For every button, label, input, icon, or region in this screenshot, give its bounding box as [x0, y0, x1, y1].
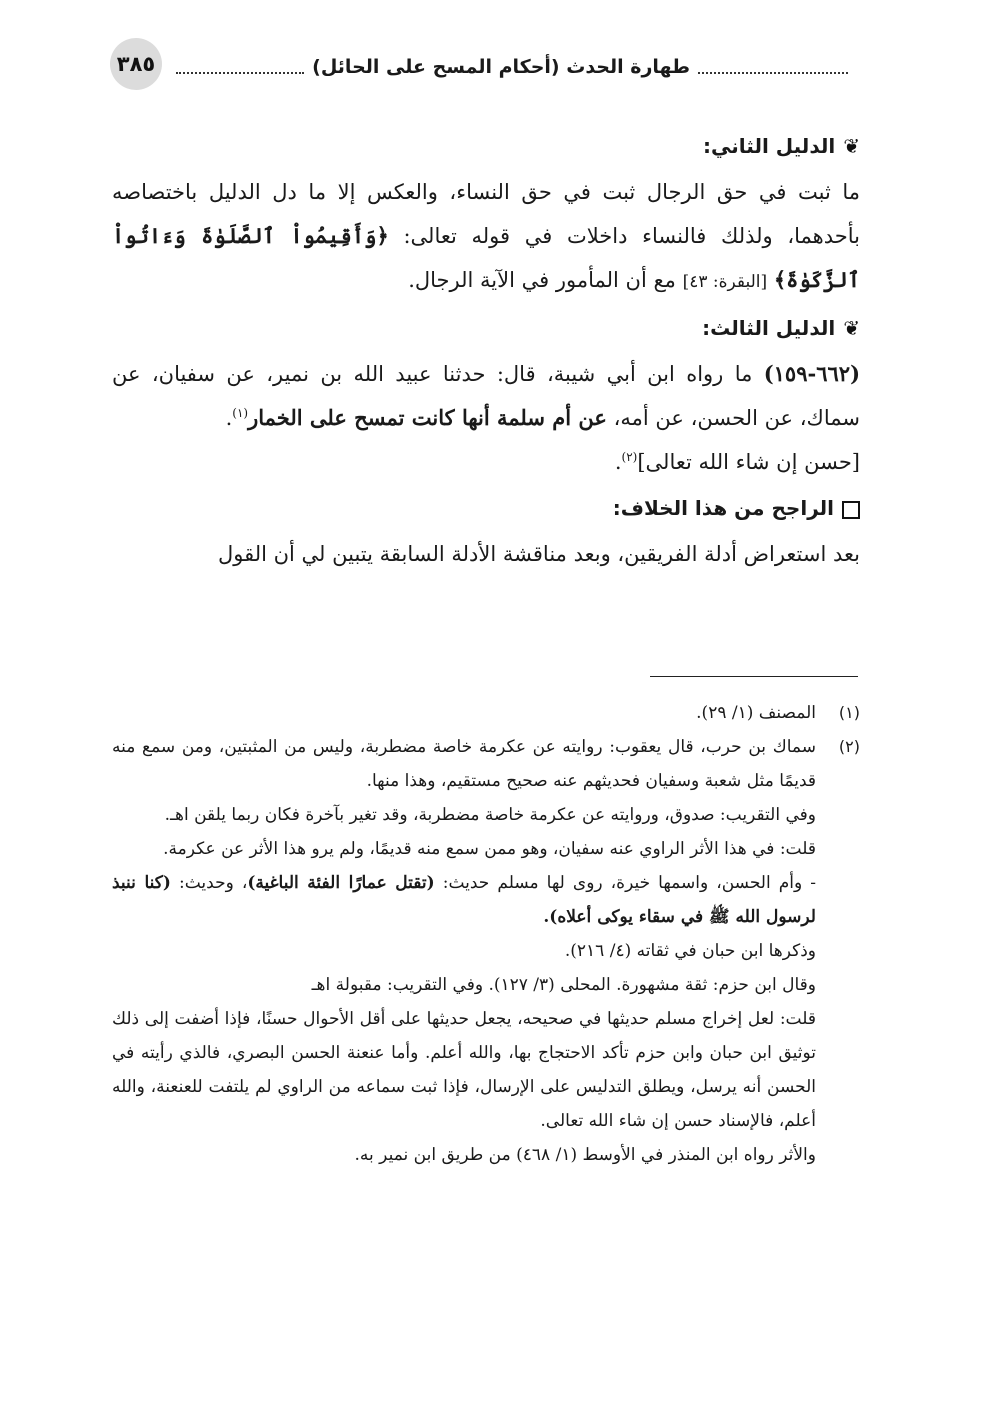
page-number: ٣٨٥ — [116, 52, 156, 76]
paragraph — [112, 170, 860, 304]
paragraph-text: بعد استعراض أدلة الفريقين، وبعد مناقشة الأدلة السابقة يتبين لي أن القول — [217, 542, 860, 566]
section-heading — [112, 484, 860, 532]
footnote-body — [112, 730, 816, 1172]
header-leader-dots — [176, 71, 304, 74]
hadith-grade: [حسن إن شاء الله تعالى] — [637, 450, 860, 474]
footnote-text: سماك بن حرب، قال يعقوب: روايته عن عكرمة خاصة مضطربة، وليس من المثبتين، ومن سمع منه قديمًا مثل شعبة وسفيان فحديثهم عنه صحيح مستقيم، وهذا منها. — [112, 737, 816, 791]
header-leader-dots — [698, 71, 848, 74]
footnote-item — [112, 696, 860, 730]
hadith-quote: (كنا ننبذ لرسول الله ﷺ في سقاء يوكى أعلاه). — [112, 873, 816, 927]
quran-verse: ﴿وَأَقِيمُواْ ٱلصَّلَوٰةَ وَءَاتُواْ ٱلزَّكَوٰةَ﴾ — [112, 223, 860, 292]
footnote-text: وذكرها ابن حبان في ثقاته (٤/ ٢١٦). — [564, 941, 816, 961]
footnote-text: والأثر رواه ابن المنذر في الأوسط (١/ ٤٦٨) من طريق ابن نمير به. — [354, 1145, 816, 1165]
grade-paragraph: [حسن إن شاء الله تعالى]$^{(٢)}$. — [614, 450, 860, 474]
hadith-chain: ما رواه ابن أبي شيبة، قال: حدثنا عبيد الله بن نمير، عن سفيان، عن سماك، عن الحسن، عن أمه، — [112, 362, 860, 430]
footnote-text: وقال ابن حزم: ثقة مشهورة. المحلى (٣/ ١٢٧). وفي التقريب: مقبولة اهـ — [311, 975, 816, 995]
leaf-ornament-icon: ❦ — [843, 316, 860, 340]
footnote-number: (٢) — [838, 737, 860, 756]
footnote-text-part: ، وحديث: — [179, 873, 248, 893]
footnote-item — [112, 730, 860, 1172]
heading-text: الدليل الثالث: — [702, 316, 836, 340]
header-title-row — [176, 52, 848, 82]
page-number-badge — [110, 38, 162, 90]
hadith-text: عن أم سلمة أنها كانت تمسح على الخمار — [248, 405, 607, 430]
heading-text: الدليل الثاني: — [703, 134, 836, 158]
footnote-number: (١) — [838, 703, 860, 722]
footnote-text: وفي التقريب: صدوق، وروايته عن عكرمة خاصة مضطربة، وقد تغير بآخرة فكان ربما يلقن اهـ. — [164, 805, 816, 825]
footnote-text: قلت: لعل إخراج مسلم حديثها في صحيحه، يجعل حديثها على أقل الأحوال حسنًا، فإذا أضفت إلى ذلك توثيق ابن حبان وابن حزم تأكد الاحتجاج بها، والله أعلم. وأما عنعنة الحسن البصري، فالذي رأيته في الحسن أنه يرسل، ويطلق التدليس على الإرسال، فإذا ثبت سماعه من الراوي لم يلتفت للعنعنة، والله أعلم، فالإسناد حسن إن شاء الله تعالى. — [112, 1009, 816, 1131]
footnote-text: المصنف (١/ ٢٩). — [696, 703, 816, 723]
hadith-number: (٦٦٢-١٥٩) — [763, 361, 860, 386]
chapter-title: طهارة الحدث (أحكام المسح على الحائل) — [312, 56, 690, 78]
hadith-paragraph: (٦٦٢-١٥٩) ما رواه ابن أبي شيبة، قال: حدثنا عبيد الله بن نمير، عن سفيان، عن سماك، عن الحسن، عن أمه، عن أم سلمة أنها كانت تمسح على الخمار$^{(١)}$. — [112, 361, 860, 430]
heading-text: الراجح من هذا الخلاف: — [612, 496, 834, 520]
paragraph — [112, 532, 860, 576]
main-text — [112, 122, 860, 576]
footnote-divider — [650, 676, 858, 677]
hadith-quote: (تقتل عمارًا الفئة الباغية) — [247, 873, 435, 893]
footnote-text — [112, 866, 816, 934]
footnote-ref[interactable]: (٢) — [621, 450, 638, 464]
verse-reference: [البقرة: ٤٣] — [682, 272, 768, 292]
footnote-ref[interactable]: (١) — [232, 406, 249, 420]
paragraph-text: ما ثبت في حق الرجال ثبت في حق النساء، والعكس إلا ما دل الدليل باختصاصه بأحدهما، ولذلك فالنساء داخلات في قوله تعالى: — [112, 180, 861, 248]
footnote-text-part: - وأم الحسن، واسمها خيرة، روى لها مسلم حديث: — [442, 873, 817, 893]
checkbox-icon — [842, 501, 860, 519]
footnote-body — [112, 696, 816, 730]
section-heading — [112, 122, 860, 170]
footnote-text: قلت: في هذا الأثر الراوي عنه سفيان، وهو ممن سمع منه قديمًا، ولم يرو هذا الأثر عن عكرمة. — [163, 839, 816, 859]
leaf-ornament-icon: ❦ — [843, 134, 860, 158]
footnotes — [112, 696, 860, 1172]
paragraph-text: مع أن المأمور في الآية الرجال. — [408, 268, 676, 292]
running-header — [110, 38, 858, 102]
section-heading — [112, 304, 860, 352]
